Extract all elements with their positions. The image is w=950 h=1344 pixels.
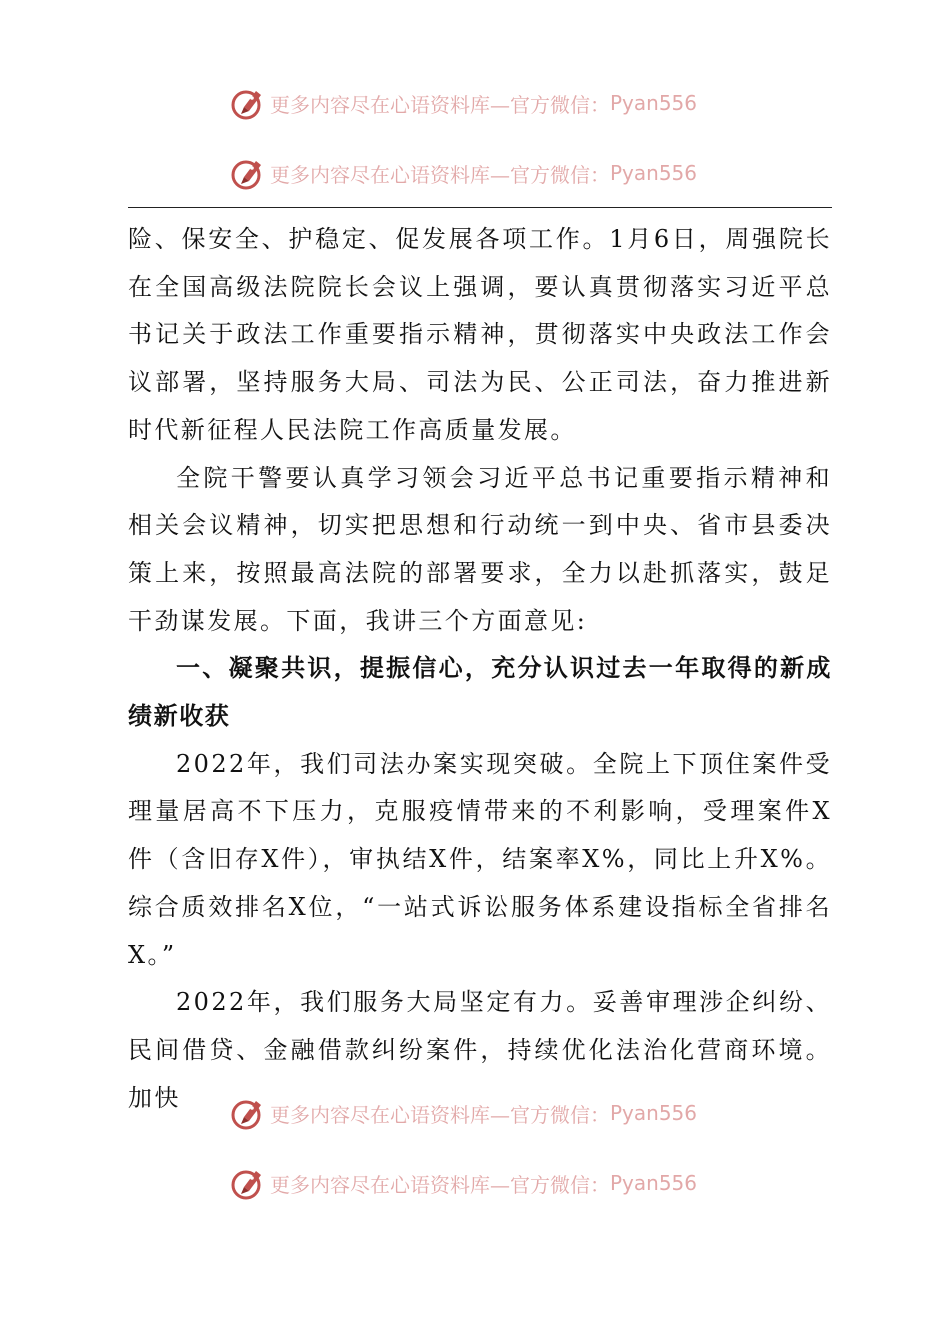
watermark-text: 更多内容尽在心语资料库—官方微信： [270,1172,610,1197]
header-divider [128,207,832,208]
paragraph: 2022年，我们司法办案实现突破。全院上下顶住案件受理量居高不下压力，克服疫情带来的不利影响，受理案件X件（含旧存X件），审执结X件，结案率X%，同比上升X%。综合质效排名X位，“一站式诉讼服务体系建设指标全省排名X。” [128,749,832,969]
paragraph: 全院干警要认真学习领会习近平总书记重要指示精神和相关会议精神，切实把思想和行动统一到中央、省市县委决策上来，按照最高法院的部署要求，全力以赴抓落实，鼓足干劲谋发展。下面，我讲三个方面意见: [128,463,832,635]
pen-nib-logo-icon [230,155,266,191]
paragraph-continued: 险、保安全、护稳定、促发展各项工作。1月6日，周强院长在全国高级法院院长会议上强调，要认真贯彻落实习近平总书记关于政法工作重要指示精神，贯彻落实中央政法工作会议部署，坚持服务大局、司法为民、公正司法，奋力推进新时代新征程人民法院工作高质量发展。 [128,225,832,444]
watermark-text: 更多内容尽在心语资料库—官方微信： [270,92,610,117]
pen-nib-logo-icon [230,1165,266,1201]
paragraph: 2022年，我们服务大局坚定有力。妥善审理涉企纠纷、民间借贷、金融借款纠纷案件，持续优化法治化营商环境。加快 [128,988,832,1112]
watermark-banner-bottom-1 [230,1093,697,1133]
watermark-handle: Pyan556 [610,1171,698,1195]
watermark-banner-bottom-2 [230,1163,697,1203]
watermark-handle: Pyan556 [610,91,698,115]
watermark-text: 更多内容尽在心语资料库—官方微信： [270,162,610,187]
pen-nib-logo-icon [230,1095,266,1131]
section-heading: 一、凝聚共识，提振信心，充分认识过去一年取得的新成绩新收获 [128,654,832,731]
watermark-text: 更多内容尽在心语资料库—官方微信： [270,1102,610,1127]
watermark-banner-top-2 [230,153,697,193]
watermark-handle: Pyan556 [610,1101,698,1125]
watermark-handle: Pyan556 [610,161,698,185]
document-body [128,216,832,1122]
pen-nib-logo-icon [230,85,266,121]
watermark-banner-top-1 [230,83,697,123]
